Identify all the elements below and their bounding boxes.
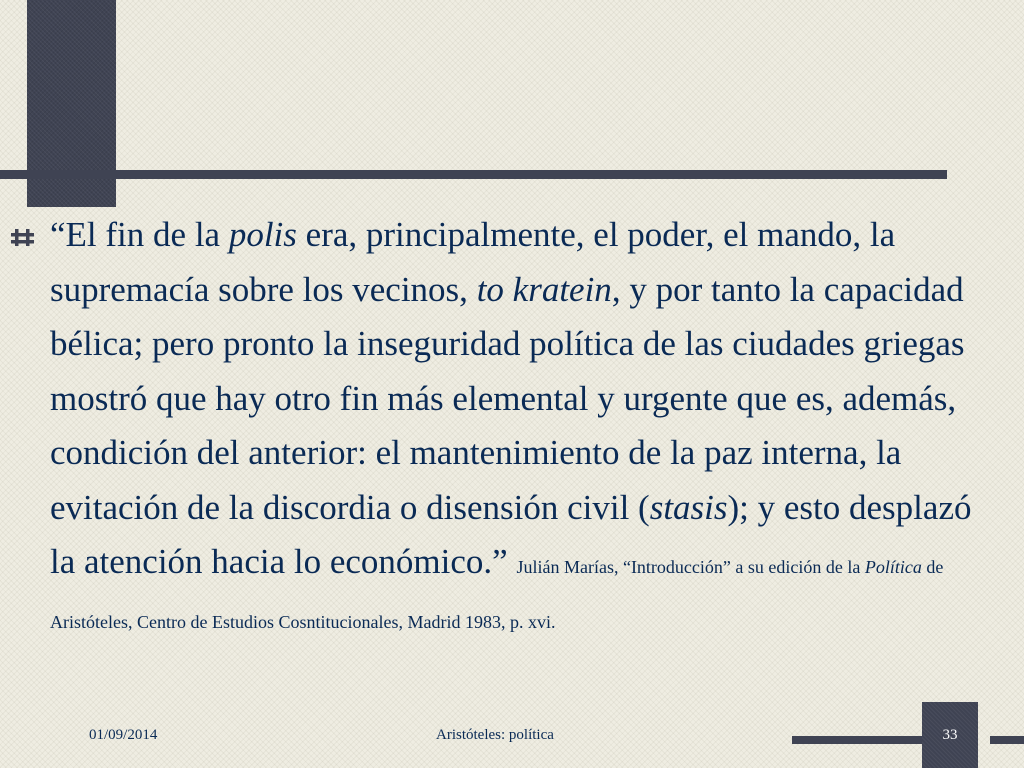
page-number: 33	[942, 727, 958, 743]
quote-italic-stasis: stasis	[649, 487, 728, 527]
quote-close-mark: ”	[492, 542, 508, 581]
square-hash-bullet-icon	[11, 227, 35, 247]
quote-text-2: era, principalmente, el poder, el mando, la supremacía sobre los vecinos,	[50, 215, 896, 309]
footer-date: 01/09/2014	[89, 727, 158, 743]
quote-text-4: ); y esto desplazó la atención hacia lo económico.	[50, 487, 972, 581]
footer-rule-right	[990, 736, 1024, 744]
footer-rule-left	[792, 736, 922, 744]
quote-text-3: , y por tanto la capacidad bélica; pero pronto la inseguridad política de las ciudades griegas mostró que hay otro fin más elemental y urgente que es, además, condición del anterior: el mantenimiento de la paz interna, la evitación de la discordia o disensión civil (	[50, 269, 965, 527]
source-text-1: Julián Marías, “Introducción” a su edición de la	[516, 557, 865, 577]
slide-body	[50, 208, 980, 644]
quote-text-1: El fin de la	[65, 215, 229, 254]
source-text-2: de Aristóteles, Centro de Estudios Cosntitucionales, Madrid 1983, p. xvi.	[50, 557, 944, 632]
quote-open-mark: “	[50, 215, 66, 254]
quote-italic-polis: polis	[228, 215, 297, 254]
quote-paragraph	[50, 208, 980, 644]
source-italic-politica: Política	[864, 557, 922, 577]
quote-italic-to-kratein: to kratein	[476, 269, 612, 309]
title-rule	[0, 170, 947, 179]
footer-title: Aristóteles: política	[436, 727, 554, 743]
